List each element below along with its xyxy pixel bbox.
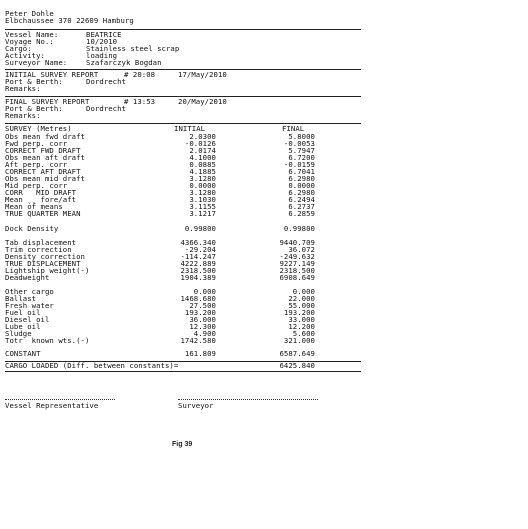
voyage-value: 10/2010 — [86, 37, 118, 46]
vessel-representative-label: Vessel Representative — [5, 401, 99, 410]
table-row-initial: -29.204 — [184, 245, 216, 254]
table-row-final: -249.632 — [279, 252, 315, 261]
table-row-final: 321.000 — [283, 336, 315, 345]
table-row-label: Totr known wts.(-) — [5, 336, 90, 345]
activity-value: loading — [86, 51, 118, 60]
table-row-label: Obs mean fwd draft — [5, 132, 85, 141]
table-row-label: Obs mean mid draft — [5, 174, 85, 183]
table-row-label: Sludge — [5, 329, 32, 338]
table-row-label: Diesel oil — [5, 315, 50, 324]
final-port-label: Port & Berth: — [5, 104, 63, 113]
table-row-final: 6.2494 — [288, 195, 315, 204]
initial-remarks-label: Remarks: — [5, 84, 41, 93]
table-row-label: Mid perp. corr — [5, 181, 68, 190]
table-row-label: Tab displacement — [5, 238, 77, 247]
table-row-label: TRUE DISPLACEMENT — [5, 259, 81, 268]
table-row-initial: 36.000 — [189, 315, 216, 324]
table-row-initial: 3.1280 — [189, 174, 216, 183]
survey-table-header: SURVEY (Metres) — [5, 124, 72, 133]
table-row-initial: 1742.580 — [180, 336, 216, 345]
table-row-final: 5.600 — [292, 329, 315, 338]
table-row-label: Fresh water — [5, 301, 54, 310]
dock-density-label: Dock Density — [5, 224, 59, 233]
table-row-final: 6.7041 — [288, 167, 315, 176]
vessel-name-value: BEATRICE — [86, 30, 122, 39]
table-row-initial: 3.1280 — [189, 188, 216, 197]
table-row-initial: -0.0126 — [184, 139, 216, 148]
table-row-label: Ballast — [5, 294, 37, 303]
table-row-initial: 4.900 — [193, 329, 216, 338]
table-row-label: Deadweight — [5, 273, 50, 282]
table-row-label: Other cargo — [5, 287, 54, 296]
surveyor-signature-label: Surveyor — [178, 401, 214, 410]
owner-name: Peter Dohle — [5, 9, 54, 18]
table-row-final: -0.0159 — [283, 160, 315, 169]
table-row-label: Mean of means — [5, 202, 63, 211]
surveyor-label: Surveyor Name: — [5, 58, 68, 67]
table-row-label: CORRECT FWD DRAFT — [5, 146, 81, 155]
table-row-final: 6.2859 — [288, 209, 315, 218]
table-row-final: 0.000 — [292, 287, 315, 296]
figure-caption: Fig 39 — [172, 441, 193, 448]
table-row-label: Lube oil — [5, 322, 41, 331]
table-row-label: CORRECT AFT DRAFT — [5, 167, 81, 176]
table-row-final: 6.7200 — [288, 153, 315, 162]
table-row-label: Lightship weight(-) — [5, 266, 90, 275]
table-row-final: 9227.149 — [279, 259, 315, 268]
divider — [5, 29, 361, 30]
table-row-final: 9440.709 — [279, 238, 315, 247]
table-row-label: Trim correction — [5, 245, 72, 254]
table-row-label: Density correction — [5, 252, 85, 261]
table-row-initial: 0.000 — [193, 287, 216, 296]
initial-report-date: 17/May/2010 — [178, 70, 227, 79]
table-row-label: CORR MID DRAFT — [5, 188, 77, 197]
table-row-final: 6.2980 — [288, 188, 315, 197]
cargo-loaded-label: CARGO LOADED (Diff. between constants)= — [5, 361, 179, 370]
table-row-initial: 0.0000 — [189, 181, 216, 190]
table-row-initial: 4.1885 — [189, 167, 216, 176]
table-row-label: TRUE QUARTER MEAN — [5, 209, 81, 218]
signature-line-left — [5, 399, 115, 400]
dock-density-initial: 0.99800 — [184, 224, 216, 233]
table-row-label: Fwd perp. corr — [5, 139, 68, 148]
table-row-final: 33.000 — [288, 315, 315, 324]
table-row-initial: 4222.889 — [180, 259, 216, 268]
table-row-final: 36.072 — [288, 245, 315, 254]
table-row-final: 193.200 — [283, 308, 315, 317]
surveyor-value: Szafarczyk Bogdan — [86, 58, 162, 67]
constant-final: 6587.649 — [279, 349, 315, 358]
vessel-name-label: Vessel Name: — [5, 30, 59, 39]
initial-report-time: # 20:08 — [124, 70, 156, 79]
final-report-title: FINAL SURVEY REPORT — [5, 97, 90, 106]
table-row-initial: 0.0885 — [189, 160, 216, 169]
table-row-label: Obs mean aft draft — [5, 153, 85, 162]
table-row-initial: 193.200 — [184, 308, 216, 317]
table-row-final: 2318.500 — [279, 266, 315, 275]
table-row-initial: 2318.500 — [180, 266, 216, 275]
final-port-value: Dordrecht — [86, 104, 126, 113]
initial-port-label: Port & Berth: — [5, 77, 63, 86]
table-row-final: 12.200 — [288, 322, 315, 331]
divider — [5, 371, 361, 372]
signature-line-right — [178, 399, 318, 400]
final-remarks-label: Remarks: — [5, 111, 41, 120]
final-report-time: # 13:53 — [124, 97, 156, 106]
table-row-final: 6.2980 — [288, 174, 315, 183]
table-row-label: Aft perp. corr — [5, 160, 68, 169]
table-row-initial: 4.1000 — [189, 153, 216, 162]
table-row-label: Mean ˬˬ fore/aft — [5, 195, 77, 204]
table-row-initial: 3.1030 — [189, 195, 216, 204]
table-row-initial: 2.0300 — [189, 132, 216, 141]
table-row-final: 6908.649 — [279, 273, 315, 282]
table-row-final: 55.000 — [288, 301, 315, 310]
cargo-value: Stainless steel scrap — [86, 44, 180, 53]
initial-report-title: INITIAL SURVEY REPORT — [5, 70, 99, 79]
voyage-label: Voyage No.: — [5, 37, 54, 46]
table-row-initial: -114.247 — [180, 252, 216, 261]
table-row-final: 6.2737 — [288, 202, 315, 211]
table-row-initial: 27.500 — [189, 301, 216, 310]
table-row-label: Fuel oil — [5, 308, 41, 317]
dock-density-final: 0.99800 — [283, 224, 315, 233]
activity-label: Activity: — [5, 51, 45, 60]
initial-column-header: INITIAL — [174, 124, 206, 133]
constant-initial: 161.809 — [184, 349, 216, 358]
final-report-date: 20/May/2010 — [178, 97, 227, 106]
table-row-final: 0.0000 — [288, 181, 315, 190]
table-row-initial: 2.0174 — [189, 146, 216, 155]
initial-port-value: Dordrecht — [86, 77, 126, 86]
final-column-header: FINAL — [282, 124, 305, 133]
owner-address: Elbchaussee 370 22609 Hamburg — [5, 16, 134, 25]
table-row-final: 5.8000 — [288, 132, 315, 141]
table-row-initial: 4366.340 — [180, 238, 216, 247]
cargo-label: Cargo: — [5, 44, 32, 53]
table-row-final: 22.000 — [288, 294, 315, 303]
cargo-loaded-value: 6425.840 — [279, 361, 315, 370]
constant-label: CONSTANT — [5, 349, 41, 358]
table-row-initial: 1468.680 — [180, 294, 216, 303]
table-row-initial: 1904.389 — [180, 273, 216, 282]
table-row-final: 5.7947 — [288, 146, 315, 155]
table-row-initial: 12.300 — [189, 322, 216, 331]
table-row-initial: 3.1217 — [189, 209, 216, 218]
table-row-initial: 3.1155 — [189, 202, 216, 211]
table-row-final: -0.0053 — [283, 139, 315, 148]
